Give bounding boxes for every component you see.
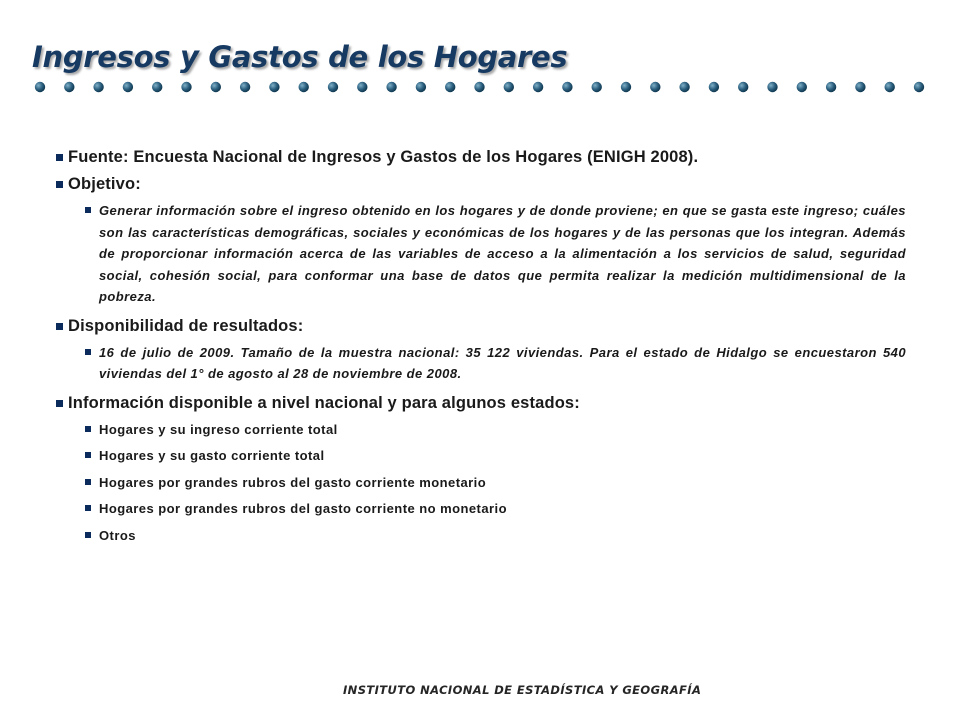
square-bullet-icon	[56, 154, 63, 161]
decorative-dot	[885, 82, 895, 92]
list-item	[56, 419, 906, 441]
list-item	[56, 445, 906, 467]
decorative-dot	[562, 82, 572, 92]
decorative-dot	[679, 82, 689, 92]
decorative-dot	[240, 82, 250, 92]
list-item-text: Hogares y su gasto corriente total	[99, 448, 325, 463]
square-bullet-icon	[85, 207, 91, 213]
list-item	[56, 472, 906, 494]
decorative-dot	[93, 82, 103, 92]
informacion-heading	[56, 392, 906, 414]
objetivo-heading	[56, 173, 906, 195]
decorative-dot	[855, 82, 865, 92]
decorative-dot	[592, 82, 602, 92]
square-bullet-icon	[85, 452, 91, 458]
disponibilidad-text: 16 de julio de 2009. Tamaño de la muestra nacional: 35 122 viviendas. Para el estado de Hidalgo se encuestaron 540 viviendas del 1° de agosto al 28 de noviembre de 2008.	[99, 344, 906, 381]
square-bullet-icon	[56, 181, 63, 188]
fuente-line	[56, 146, 906, 168]
decorative-dot	[533, 82, 543, 92]
square-bullet-icon	[85, 479, 91, 485]
square-bullet-icon	[85, 349, 91, 355]
decorative-dot	[64, 82, 74, 92]
slide-title: Ingresos y Gastos de los Hogares	[32, 40, 568, 74]
objetivo-text: Generar información sobre el ingreso obtenido en los hogares y de donde proviene; en que se gasta este ingreso; cuáles son las características demográficas, sociales y económicas de los hogares y de las personas que los integran. Además de proporcionar información acerca de las variables de acceso a la alimentación a los servicios de salud, seguridad social, cohesión social, para conformar una base de datos que permita realizar la medición multidimensional de la pobreza.	[99, 203, 906, 304]
disponibilidad-heading-text: Disponibilidad de resultados:	[68, 316, 304, 335]
disponibilidad-paragraph	[56, 342, 906, 385]
list-item-text: Hogares por grandes rubros del gasto corriente no monetario	[99, 501, 507, 516]
decorative-dot	[35, 82, 45, 92]
fuente-text: Fuente: Encuesta Nacional de Ingresos y Gastos de los Hogares (ENIGH 2008).	[68, 148, 699, 166]
decorative-dot	[767, 82, 777, 92]
square-bullet-icon	[85, 426, 91, 432]
decorative-dot	[299, 82, 309, 92]
list-item	[56, 525, 906, 547]
square-bullet-icon	[56, 400, 63, 407]
disponibilidad-heading	[56, 315, 906, 337]
list-item-text: Otros	[99, 527, 136, 543]
square-bullet-icon	[85, 532, 91, 538]
decorative-dot	[269, 82, 279, 92]
square-bullet-icon	[56, 323, 63, 330]
decorative-dot	[650, 82, 660, 92]
decorative-dot	[474, 82, 484, 92]
list-item-text: Hogares y su ingreso corriente total	[99, 421, 338, 437]
content-area	[56, 146, 906, 551]
informacion-heading-text: Información disponible a nivel nacional y para algunos estados:	[68, 393, 580, 412]
decorative-dot	[709, 82, 719, 92]
decorative-dot	[914, 82, 924, 92]
decorative-dot-row	[30, 77, 940, 97]
institution-footer: INSTITUTO NACIONAL DE ESTADÍSTICA Y GEOGRAFÍA	[343, 683, 702, 697]
decorative-dot	[211, 82, 221, 92]
objetivo-heading-text: Objetivo:	[68, 175, 141, 193]
list-item-text: Hogares por grandes rubros del gasto corriente monetario	[99, 474, 487, 490]
decorative-dot	[504, 82, 514, 92]
decorative-dot	[797, 82, 807, 92]
decorative-dot	[123, 82, 133, 92]
decorative-dot	[386, 82, 396, 92]
decorative-dot	[357, 82, 367, 92]
decorative-dot	[181, 82, 191, 92]
decorative-dot	[826, 82, 836, 92]
list-item	[56, 498, 906, 520]
decorative-dot	[328, 82, 338, 92]
decorative-dot	[445, 82, 455, 92]
square-bullet-icon	[85, 505, 91, 511]
dots-group	[35, 82, 924, 92]
decorative-dot	[738, 82, 748, 92]
objetivo-paragraph	[56, 200, 906, 308]
decorative-dot	[152, 82, 162, 92]
decorative-dot	[621, 82, 631, 92]
decorative-dot	[416, 82, 426, 92]
